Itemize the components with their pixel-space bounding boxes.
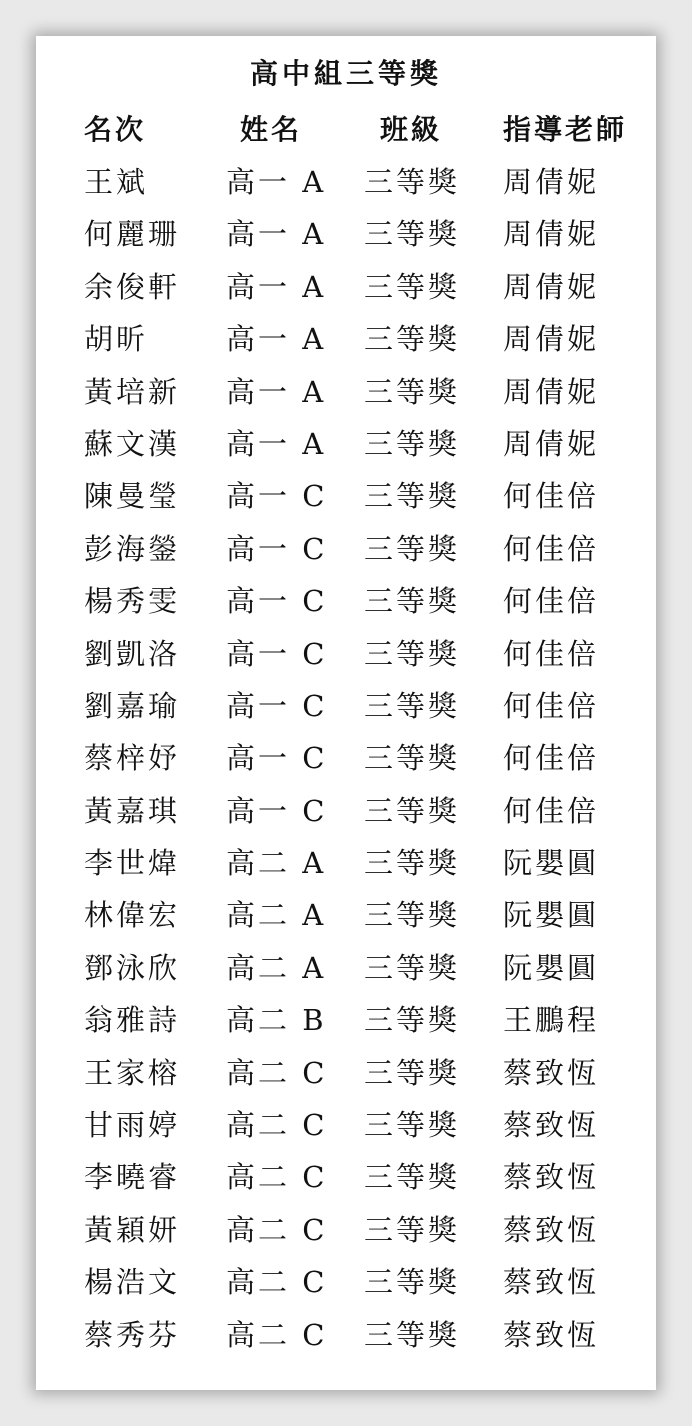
cell-teacher: 蔡致恆 <box>503 1160 600 1195</box>
cell-award: 三等獎 <box>364 1055 461 1090</box>
cell-class: 高二 C <box>226 1160 328 1195</box>
table-row <box>0 416 692 468</box>
cell-student-name: 楊秀雯 <box>84 584 181 619</box>
cell-teacher: 蔡致恆 <box>503 1317 600 1352</box>
cell-class: 高二 C <box>226 1265 328 1300</box>
cell-class: 高二 C <box>226 1317 328 1352</box>
cell-class: 高一 A <box>226 269 327 304</box>
cell-student-name: 王斌 <box>84 165 149 199</box>
cell-class: 高一 C <box>226 531 328 566</box>
cell-teacher: 何佳倍 <box>503 741 600 776</box>
cell-student-name: 王家榕 <box>84 1055 181 1090</box>
table-row <box>0 940 692 992</box>
cell-class: 高一 A <box>226 217 327 252</box>
cell-teacher: 何佳倍 <box>503 636 600 671</box>
cell-class: 高二 A <box>226 898 327 933</box>
cell-award: 三等獎 <box>364 374 461 409</box>
cell-teacher: 何佳倍 <box>503 688 600 723</box>
table-row <box>0 730 692 782</box>
results-table-body <box>0 154 692 1359</box>
cell-class: 高一 C <box>226 584 328 619</box>
cell-class: 高二 A <box>226 950 327 985</box>
cell-student-name: 黃嘉琪 <box>84 793 181 828</box>
cell-teacher: 何佳倍 <box>503 584 600 619</box>
table-row <box>0 783 692 835</box>
table-row <box>0 573 692 625</box>
cell-class: 高二 C <box>226 1108 328 1143</box>
cell-student-name: 楊浩文 <box>84 1265 181 1300</box>
cell-teacher: 蔡致恆 <box>503 1108 600 1143</box>
cell-award: 三等獎 <box>364 1108 461 1143</box>
cell-student-name: 劉凱洛 <box>84 636 181 671</box>
table-row <box>0 364 692 416</box>
cell-award: 三等獎 <box>364 898 461 933</box>
cell-teacher: 何佳倍 <box>503 531 600 566</box>
cell-student-name: 李曉睿 <box>84 1160 181 1195</box>
cell-student-name: 陳曼瑩 <box>84 479 181 514</box>
cell-teacher: 周倩妮 <box>503 322 600 357</box>
cell-award: 三等獎 <box>364 636 461 671</box>
cell-student-name: 蘇文漢 <box>84 426 181 461</box>
cell-teacher: 周倩妮 <box>503 165 600 199</box>
cell-student-name: 李世煒 <box>84 846 181 881</box>
cell-student-name: 彭海鎣 <box>84 531 181 566</box>
table-row <box>0 311 692 363</box>
cell-teacher: 蔡致恆 <box>503 1212 600 1247</box>
cell-teacher: 蔡致恆 <box>503 1265 600 1300</box>
cell-class: 高二 C <box>226 1055 328 1090</box>
cell-award: 三等獎 <box>364 846 461 881</box>
cell-teacher: 何佳倍 <box>503 793 600 828</box>
table-row <box>0 206 692 258</box>
table-row <box>0 154 692 206</box>
cell-award: 三等獎 <box>364 584 461 619</box>
table-row <box>0 468 692 520</box>
cell-class: 高一 A <box>226 374 327 409</box>
cell-class: 高二 A <box>226 846 327 881</box>
table-row <box>0 1045 692 1097</box>
cell-teacher: 周倩妮 <box>503 217 600 252</box>
cell-class: 高一 C <box>226 636 328 671</box>
cell-student-name: 余俊軒 <box>84 269 181 304</box>
cell-student-name: 鄧泳欣 <box>84 950 181 985</box>
cell-student-name: 何麗珊 <box>84 217 181 252</box>
cell-award: 三等獎 <box>364 1265 461 1300</box>
cell-class: 高一 A <box>226 322 327 357</box>
cell-class: 高一 C <box>226 741 328 776</box>
cell-teacher: 周倩妮 <box>503 269 600 304</box>
table-header <box>0 108 692 148</box>
table-row <box>0 992 692 1044</box>
table-row <box>0 259 692 311</box>
table-row <box>0 1254 692 1306</box>
cell-student-name: 翁雅詩 <box>84 1003 181 1038</box>
column-header-teacher: 指導老師 <box>503 113 628 146</box>
table-row <box>0 1307 692 1359</box>
cell-award: 三等獎 <box>364 479 461 514</box>
cell-student-name: 黃培新 <box>84 374 181 409</box>
table-row <box>0 835 692 887</box>
table-row <box>0 521 692 573</box>
table-row <box>0 887 692 939</box>
table-row <box>0 678 692 730</box>
cell-class: 高一 C <box>226 688 328 723</box>
column-header-rank: 名次 <box>84 113 147 146</box>
cell-student-name: 林偉宏 <box>84 898 181 933</box>
column-header-name: 姓名 <box>240 113 303 146</box>
cell-teacher: 蔡致恆 <box>503 1055 600 1090</box>
table-row <box>0 1202 692 1254</box>
table-row <box>0 1149 692 1201</box>
cell-award: 三等獎 <box>364 688 461 723</box>
cell-award: 三等獎 <box>364 269 461 304</box>
cell-teacher: 何佳倍 <box>503 479 600 514</box>
cell-award: 三等獎 <box>364 1160 461 1195</box>
cell-class: 高一 C <box>226 793 328 828</box>
page-title: 高中組三等獎 <box>249 57 442 90</box>
cell-teacher: 阮嬰圓 <box>503 950 600 985</box>
cell-award: 三等獎 <box>364 950 461 985</box>
cell-student-name: 蔡秀芬 <box>84 1317 181 1352</box>
cell-student-name: 甘雨婷 <box>84 1108 181 1143</box>
cell-teacher: 王鵬程 <box>503 1003 600 1038</box>
cell-teacher: 周倩妮 <box>503 426 600 461</box>
column-header-class: 班級 <box>380 113 443 146</box>
cell-award: 三等獎 <box>364 793 461 828</box>
cell-class: 高二 B <box>226 1003 327 1038</box>
cell-teacher: 阮嬰圓 <box>503 898 600 933</box>
cell-student-name: 黃穎妍 <box>84 1212 181 1247</box>
cell-award: 三等獎 <box>364 531 461 566</box>
cell-award: 三等獎 <box>364 1003 461 1038</box>
cell-award: 三等獎 <box>364 217 461 252</box>
cell-teacher: 阮嬰圓 <box>503 846 600 881</box>
cell-class: 高二 C <box>226 1212 328 1247</box>
cell-award: 三等獎 <box>364 426 461 461</box>
table-row <box>0 626 692 678</box>
cell-award: 三等獎 <box>364 165 461 199</box>
cell-student-name: 蔡梓妤 <box>84 741 181 776</box>
cell-award: 三等獎 <box>364 322 461 357</box>
cell-student-name: 胡昕 <box>84 322 149 357</box>
table-row <box>0 1097 692 1149</box>
cell-award: 三等獎 <box>364 741 461 776</box>
cell-award: 三等獎 <box>364 1317 461 1352</box>
cell-student-name: 劉嘉瑜 <box>84 688 181 723</box>
cell-award: 三等獎 <box>364 1212 461 1247</box>
cell-class: 高一 C <box>226 479 328 514</box>
cell-teacher: 周倩妮 <box>503 374 600 409</box>
cell-class: 高一 A <box>226 426 327 461</box>
cell-class: 高一 A <box>226 165 327 199</box>
